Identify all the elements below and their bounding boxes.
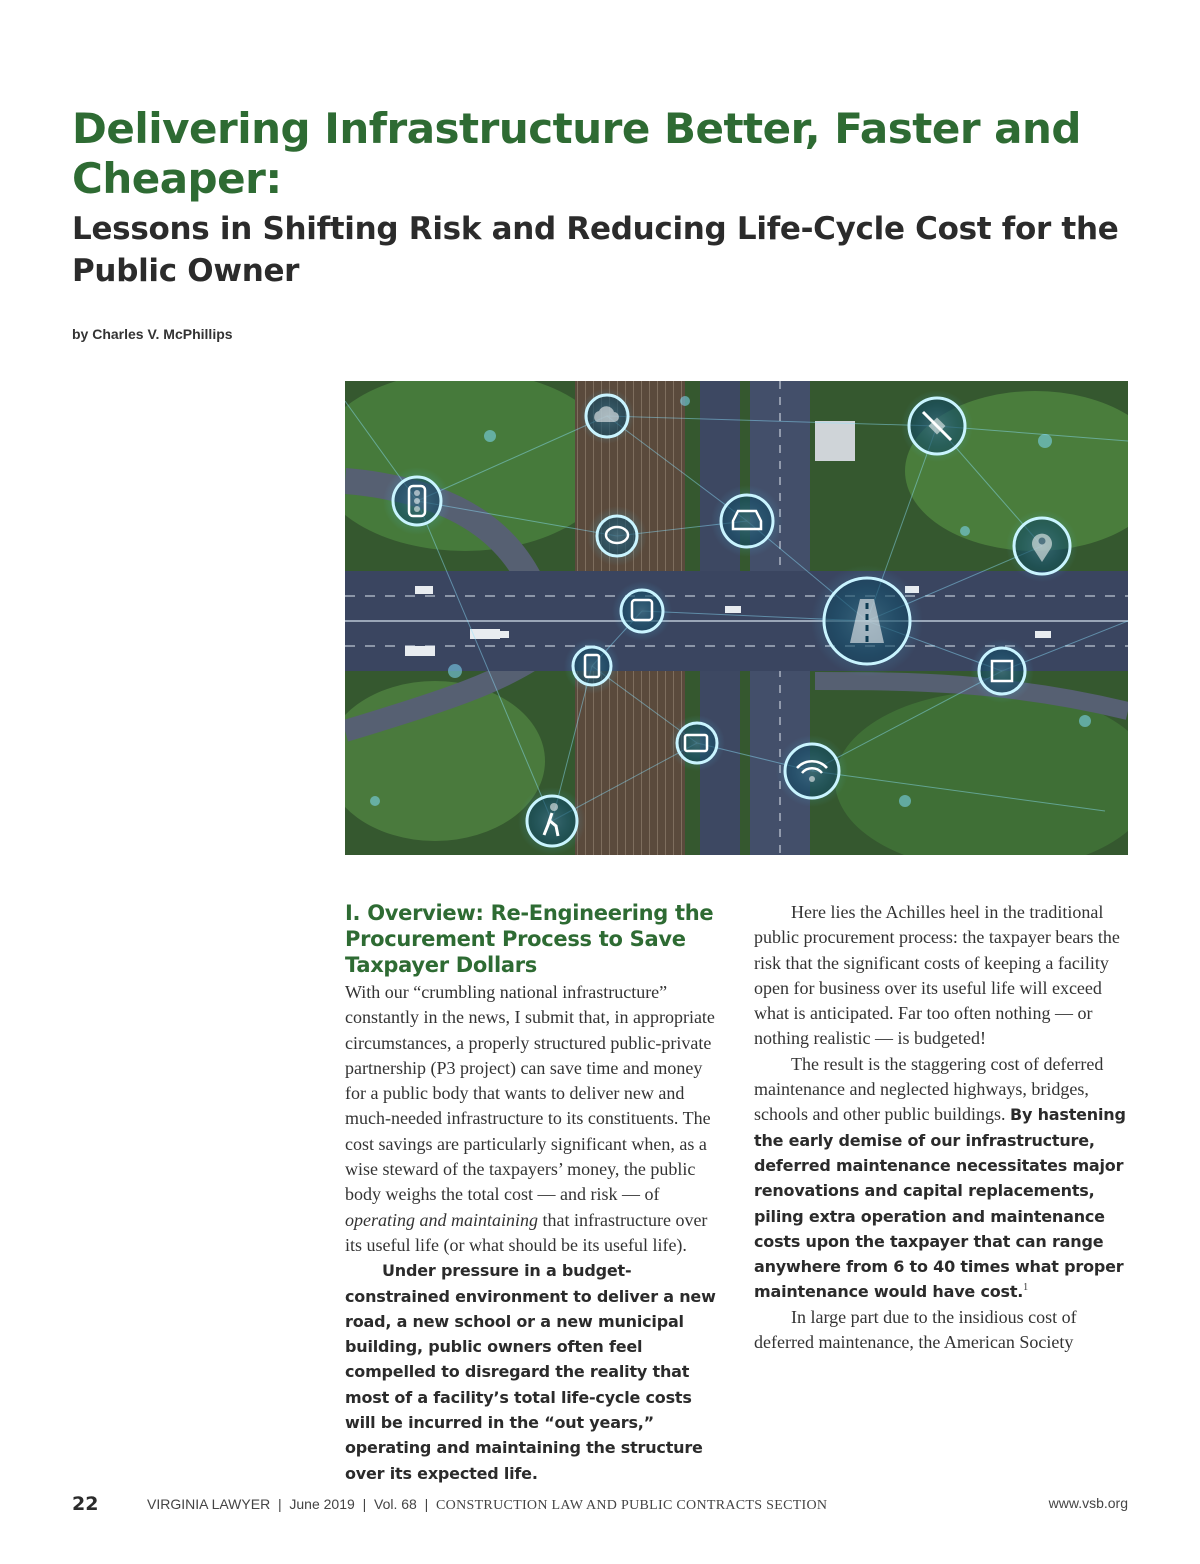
page-number: 22 <box>72 1493 99 1515</box>
map-pin-icon <box>1006 510 1078 582</box>
pedestrian-icon <box>518 787 586 855</box>
car-icon <box>711 485 783 557</box>
battery-icon <box>669 715 725 771</box>
magazine-info: VIRGINIA LAWYER | June 2019 | Vol. 68 | CONSTRUCTION LAW AND PUBLIC CONTRACTS SECTION <box>147 1496 828 1513</box>
bus-icon <box>612 581 672 641</box>
hero-image <box>345 381 1128 855</box>
paragraph-4: The result is the staggering cost of deferred maintenance and neglected highways, bridges, schools and other public buildings. By hastening the early demise of our infrastructure, deferred maintenance necessitates major renovations and capital replacements, piling extra operation and maintenance costs upon the taxpayer that can range anywhere from 6 to 40 times what proper maintenance would have cost.$^1$ <box>754 1053 1126 1302</box>
byline: by Charles V. McPhillips <box>72 326 233 342</box>
smartphone-icon <box>564 638 620 694</box>
paragraph-1: With our “crumbling national infrastructure” constantly in the news, I submit that, in appropriate circumstances, a properly structured public-private partnership (P3 project) can save time and money for a public body that wants to deliver new and much-needed infrastructure to its constituents. The cost savings are particularly significant when, as a wise steward of the taxpayers’ money, the public body weighs the total cost — and risk — of operating and maintaining that infrastructure over its useful life (or what should be its useful life). <box>345 982 715 1255</box>
chat-icon <box>587 506 647 566</box>
paragraph-2-bold: Under pressure in a budget-constrained environment to deliver a new road, a new school or a new municipal building, public owners often feel compelled to disregard the reality that most of a facility’s total life-cycle costs will be incurred in the “out years,” operating and maintaining the structure over its expected life. <box>345 1261 716 1483</box>
article-subtitle: Lessons in Shifting Risk and Reducing Life-Cycle Cost for the Public Owner <box>72 211 1119 289</box>
wifi-icon <box>776 735 848 807</box>
section-heading: I. Overview: Re-Engineering the Procurement Process to Save Taxpayer Dollars <box>345 901 714 977</box>
paragraph-5: In large part due to the insidious cost of deferred maintenance, the American Society <box>754 1306 1077 1353</box>
chip-icon <box>970 639 1034 703</box>
paragraph-3: Here lies the Achilles heel in the traditional public procurement process: the taxpayer bears the risk that the significant costs of keeping a facility open for business over its useful life will exceed what is anticipated. Far too often nothing — or nothing realistic — is budgeted! <box>754 902 1120 1049</box>
column-left <box>345 900 717 1486</box>
page-footer <box>72 1493 1128 1517</box>
article-title: Delivering Infrastructure Better, Faster and Cheaper: <box>72 104 1081 203</box>
traffic-light-icon <box>383 467 451 535</box>
road-icon <box>811 565 923 677</box>
satellite-icon <box>901 390 973 462</box>
website-link[interactable]: www.vsb.org <box>1048 1495 1128 1511</box>
column-right <box>754 900 1126 1355</box>
cloud-icon <box>579 388 635 444</box>
